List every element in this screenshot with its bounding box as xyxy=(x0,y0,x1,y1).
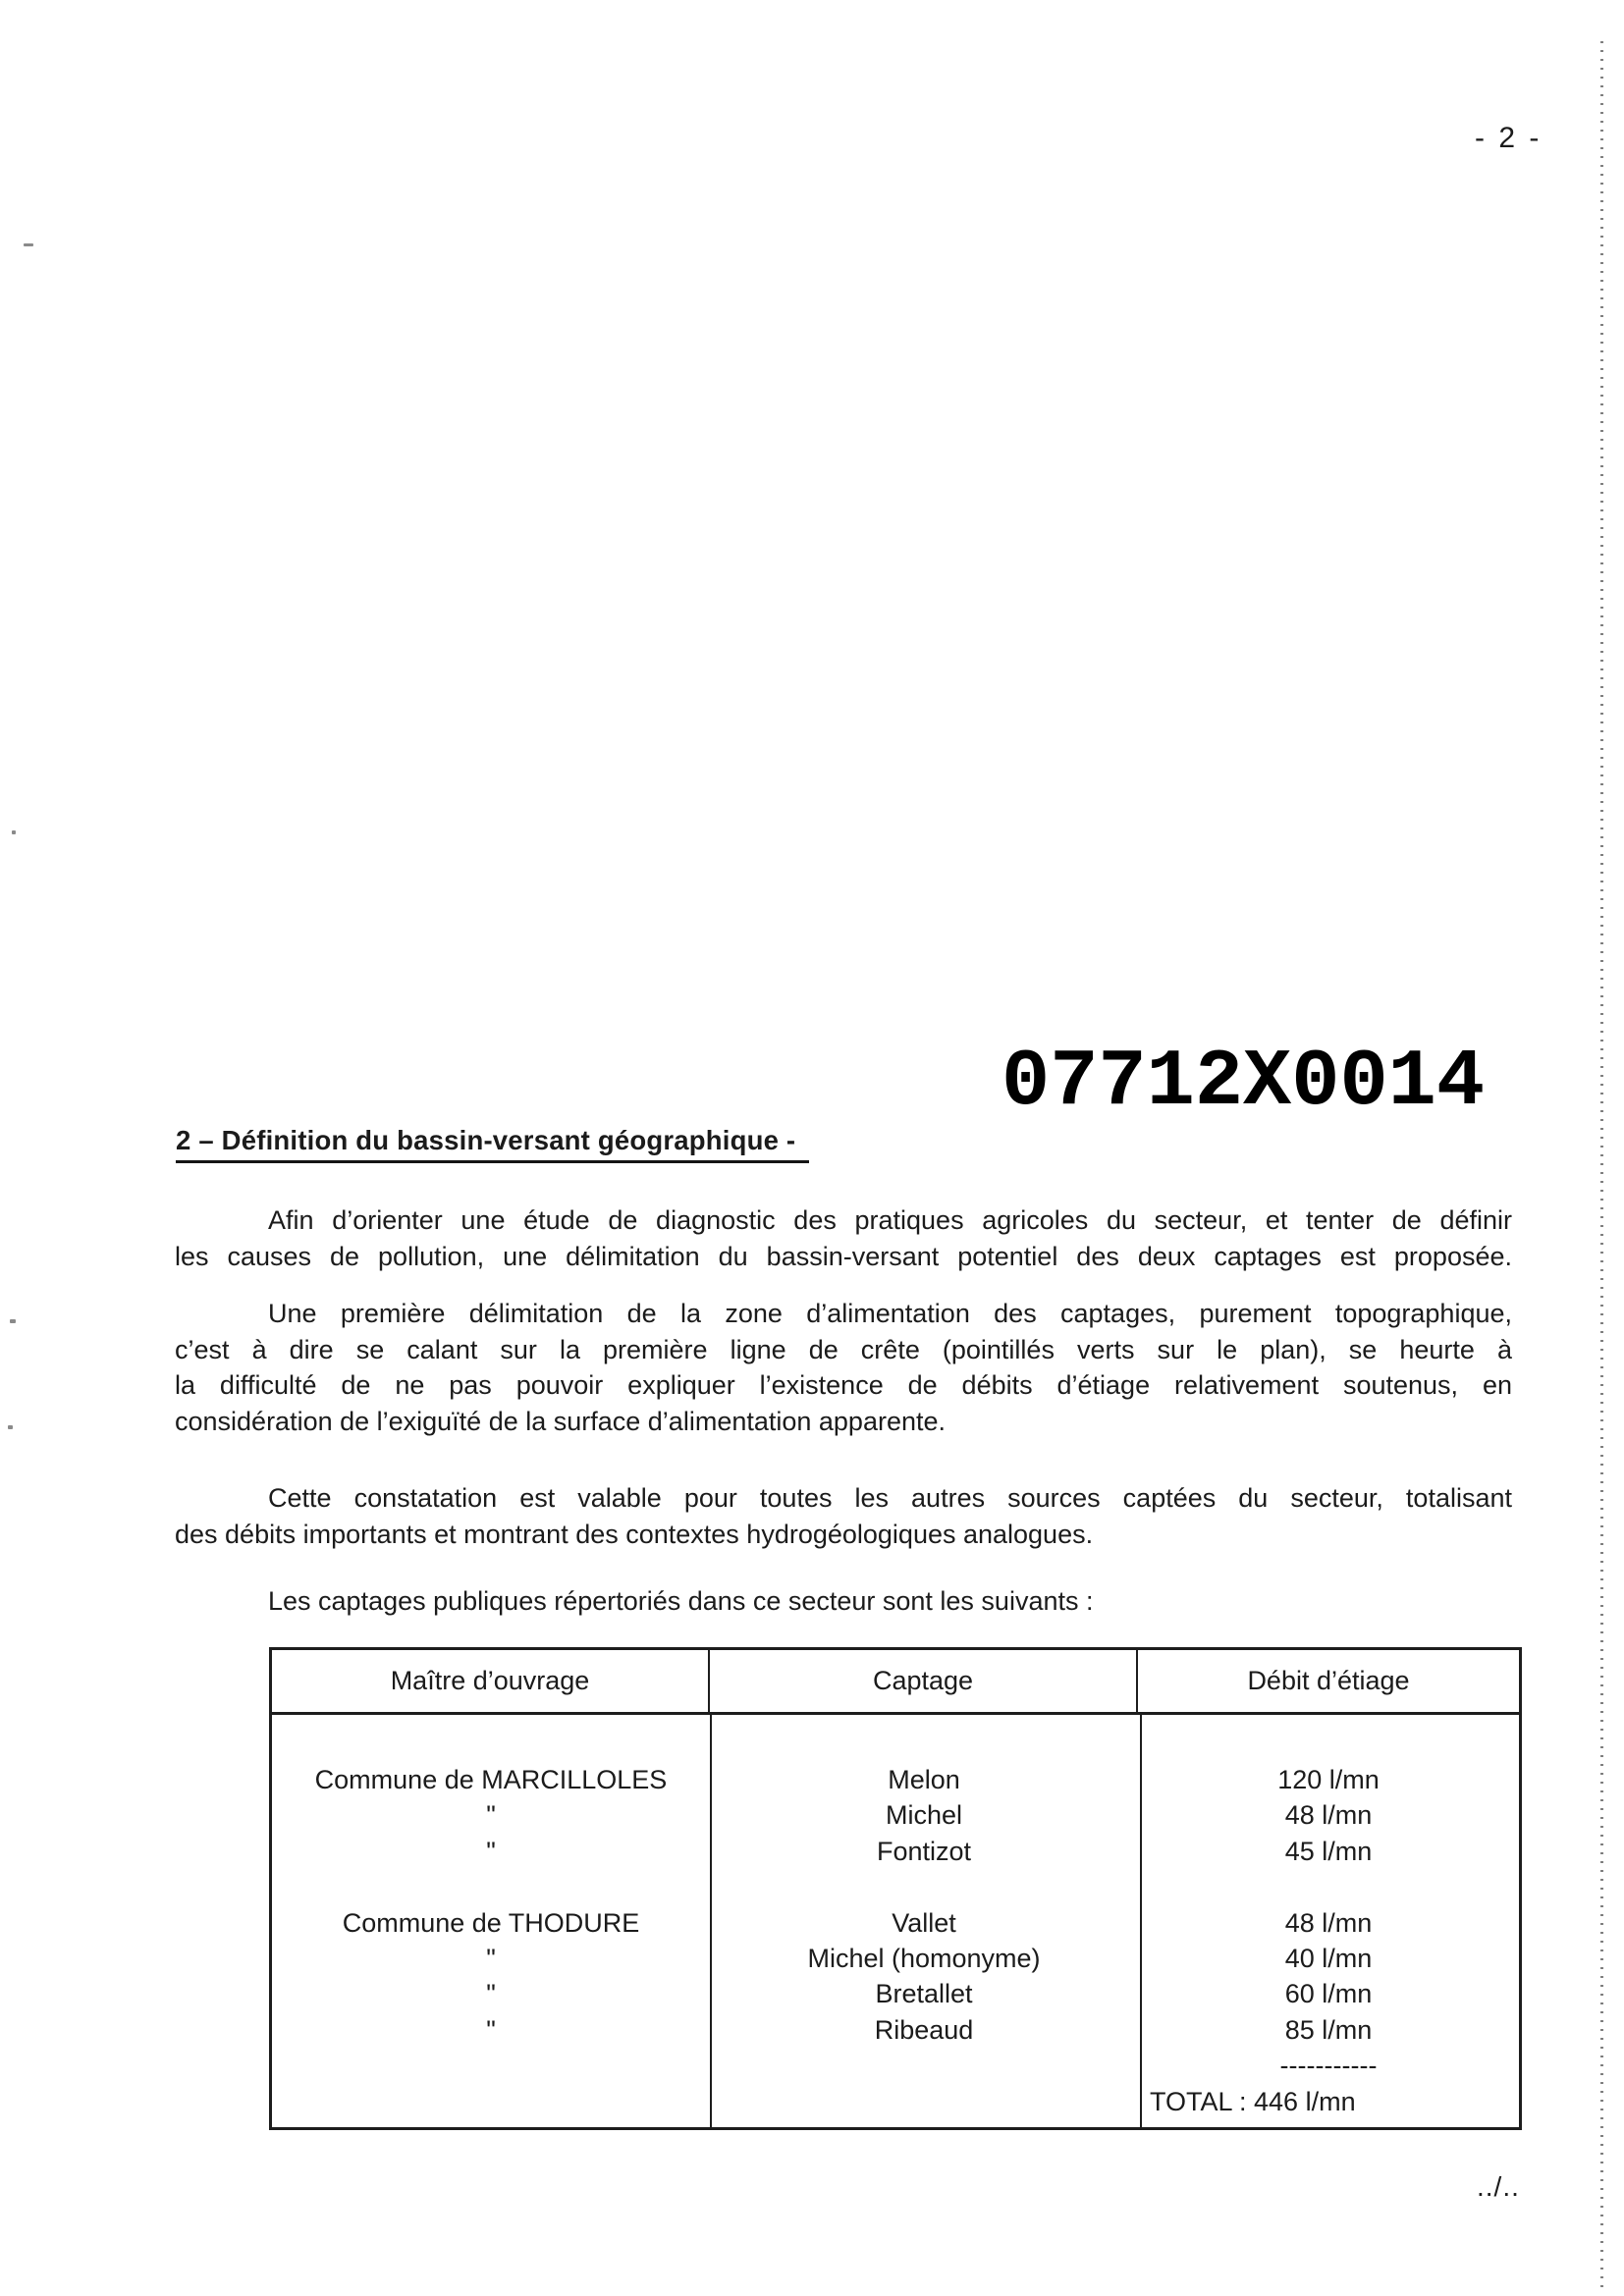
paragraph-line: des débits importants et montrant des contextes hydrogéologiques analogues. xyxy=(175,1519,1094,1549)
table-cell: Melon xyxy=(888,1765,960,1794)
table-row xyxy=(272,2084,1519,2119)
table-row xyxy=(272,1976,1519,2011)
scan-speck xyxy=(12,830,16,834)
table-cell: Commune de THODURE xyxy=(342,1907,640,1938)
dashed-separator: ----------- xyxy=(1279,2051,1378,2081)
table-cell xyxy=(272,1869,710,1904)
scan-artifact-dotted-line xyxy=(1600,41,1603,2287)
paragraph-line: Afin d’orienter une étude de diagnostic des pratiques agricoles du secteur, et tenter de définir xyxy=(268,1205,1512,1235)
table-cell xyxy=(272,2048,710,2083)
paragraph xyxy=(175,1480,1512,1552)
table-cell xyxy=(1138,1869,1519,1904)
table-cell: Fontizot xyxy=(876,1836,972,1866)
table-cell: Vallet xyxy=(892,1907,956,1938)
table-cell: Michel xyxy=(885,1800,963,1831)
paragraph-line: considération de l’exiguïté de la surface d’alimentation apparente. xyxy=(175,1406,947,1436)
table-cell xyxy=(272,2084,710,2119)
table-cell: 40 l/mn xyxy=(1284,1943,1373,1973)
table-row xyxy=(272,1941,1519,1976)
scan-speck xyxy=(10,1319,16,1323)
page-number: - 2 - xyxy=(1475,122,1543,154)
table-cell: Ribeaud xyxy=(874,2014,974,2045)
table-cell: " xyxy=(486,1836,496,1866)
paragraph xyxy=(175,1296,1512,1439)
table-header-cell: Maître d’ouvrage xyxy=(272,1650,710,1712)
table-cell: 45 l/mn xyxy=(1284,1836,1373,1866)
table-cell: Commune de MARCILLOLES xyxy=(314,1765,668,1794)
paragraph-line: Une première délimitation de la zone d’alimentation des captages, purement topographique, xyxy=(268,1299,1512,1328)
table-cell: " xyxy=(486,1979,496,2009)
table-cell: Michel (homonyme) xyxy=(807,1943,1041,1973)
table-row xyxy=(272,2012,1519,2048)
table-header-cell: Captage xyxy=(710,1650,1138,1712)
table-cell: 60 l/mn xyxy=(1284,1979,1373,2009)
paragraph-line: la difficulté de ne pas pouvoir expliquer l’existence de débits d’étiage relativement soutenus, en xyxy=(175,1370,1512,1400)
continuation-mark: ../.. xyxy=(1477,2171,1520,2202)
body-text xyxy=(175,1202,1512,1620)
table-header-row xyxy=(272,1650,1519,1715)
table-row xyxy=(272,1797,1519,1833)
table-cell: " xyxy=(486,2014,496,2045)
table-cell: 85 l/mn xyxy=(1284,2014,1373,2045)
paragraph-line: Cette constatation est valable pour toutes les autres sources captées du secteur, totalisant xyxy=(268,1483,1512,1513)
table-cell: 48 l/mn xyxy=(1284,1907,1373,1938)
table-cell: 48 l/mn xyxy=(1284,1800,1373,1831)
table-row xyxy=(272,1762,1519,1797)
table-row xyxy=(272,2048,1519,2083)
table-row xyxy=(272,1834,1519,1869)
table-cell xyxy=(710,2084,1138,2119)
paragraph-line: Les captages publiques répertoriés dans ce secteur sont les suivants : xyxy=(268,1586,1094,1616)
paragraph-line: c’est à dire se calant sur la première ligne de crête (pointillés verts sur le plan), se heurte à xyxy=(175,1334,1512,1364)
table-cell xyxy=(710,1869,1138,1904)
scan-speck xyxy=(24,243,33,246)
borehole-index-stamp: 07712X0014 xyxy=(1001,1037,1486,1128)
paragraph xyxy=(175,1202,1512,1274)
table-cell: " xyxy=(486,1800,496,1831)
table-row xyxy=(272,1905,1519,1941)
captages-table xyxy=(269,1647,1522,2130)
table-cell xyxy=(710,2048,1138,2083)
table-header-cell: Débit d’étiage xyxy=(1247,1666,1410,1695)
paragraph-line: les causes de pollution, une délimitation du bassin-versant potentiel des deux captages est proposée. xyxy=(175,1241,1512,1271)
paragraph xyxy=(175,1583,1512,1620)
scan-speck xyxy=(8,1425,13,1429)
table-cell: 120 l/mn xyxy=(1277,1765,1380,1794)
section-heading: 2 – Définition du bassin-versant géographique - xyxy=(176,1125,809,1163)
table-cell: " xyxy=(486,1943,496,1973)
table-body xyxy=(272,1715,1519,2119)
table-row xyxy=(272,1869,1519,1904)
table-total-cell: TOTAL : 446 l/mn xyxy=(1150,2086,1356,2116)
table-cell: Bretallet xyxy=(875,1979,973,2009)
